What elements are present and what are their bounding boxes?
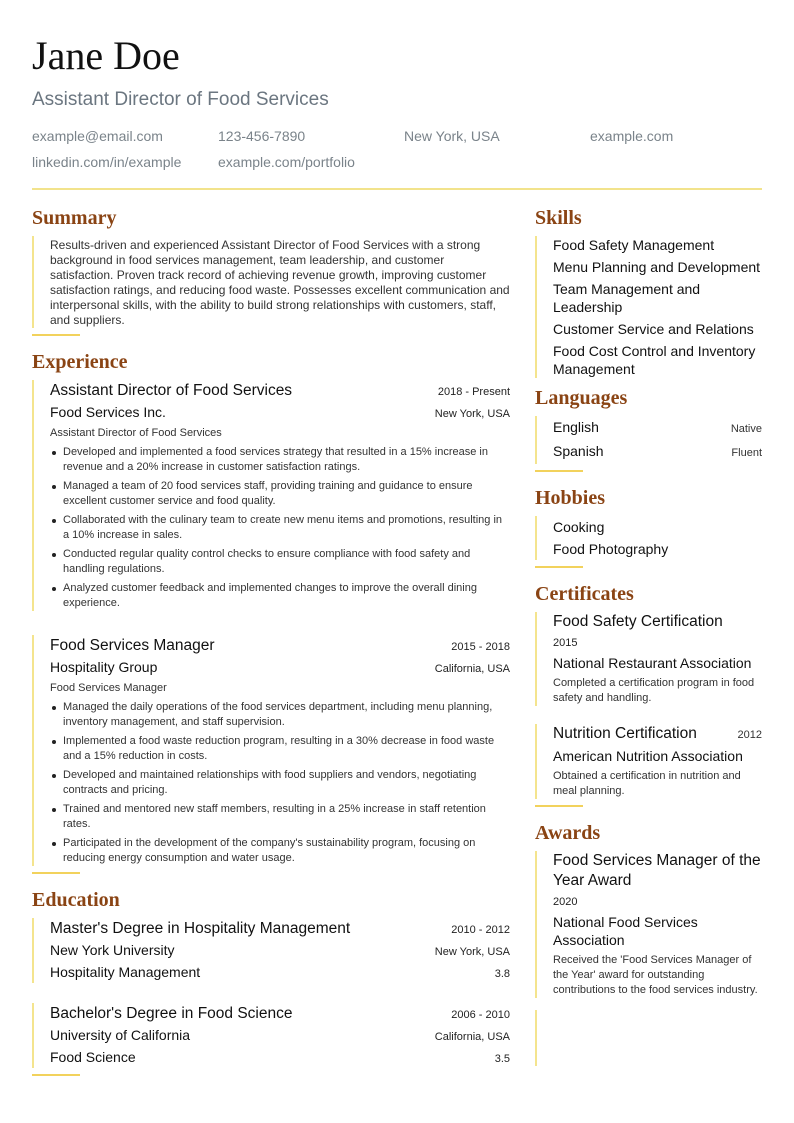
bullet-item: Collaborated with the culinary team to create new menu items and promotions, resulting in a 10% increase in sales. <box>50 513 510 543</box>
header-divider <box>32 188 762 190</box>
language-level: Fluent <box>731 447 762 459</box>
job-company: Hospitality Group <box>50 659 158 675</box>
language-name: Spanish <box>553 443 604 459</box>
section-divider <box>535 470 583 472</box>
section-divider <box>32 1074 80 1076</box>
certificates-section <box>535 582 762 807</box>
right-column <box>535 206 762 1066</box>
degree-name: Master's Degree in Hospitality Management <box>50 920 351 937</box>
section-divider <box>32 334 80 336</box>
contact-linkedin[interactable]: linkedin.com/in/example <box>32 154 182 170</box>
candidate-title: Assistant Director of Food Services <box>32 89 329 110</box>
contact-email[interactable]: example@email.com <box>32 128 163 144</box>
candidate-name: Jane Doe <box>32 33 180 78</box>
contact-info <box>32 127 776 171</box>
education-section <box>32 888 510 1076</box>
bullet-item: Developed and maintained relationships with food suppliers and vendors, negotiating contracts and pricing. <box>50 768 510 798</box>
experience-entry <box>32 635 510 866</box>
award-entry <box>535 851 762 998</box>
awards-heading: Awards <box>535 822 601 844</box>
education-heading: Education <box>32 889 120 911</box>
contact-website[interactable]: example.com <box>590 128 674 144</box>
summary-section <box>32 206 510 336</box>
degree-dates: 2010 - 2012 <box>451 924 510 936</box>
hobbies-block <box>535 516 762 560</box>
certificate-year: 2015 <box>553 637 578 649</box>
contact-location: New York, USA <box>404 128 500 144</box>
award-issuer: National Food Services Association <box>553 914 698 948</box>
job-bullets <box>50 700 510 866</box>
awards-section <box>535 821 762 1066</box>
summary-block <box>32 236 510 328</box>
bullet-item: Trained and mentored new staff members, resulting in a 25% increase in staff retention rates. <box>50 802 510 832</box>
degree-field: Food Science <box>50 1049 136 1065</box>
hobby-item: Cooking <box>553 519 605 535</box>
languages-section <box>535 386 762 472</box>
left-column <box>32 206 510 1090</box>
languages-heading: Languages <box>535 387 628 409</box>
contact-portfolio[interactable]: example.com/portfolio <box>218 154 355 170</box>
skills-heading: Skills <box>535 207 582 229</box>
award-name: Food Services Manager of the Year Award <box>553 852 761 889</box>
degree-dates: 2006 - 2010 <box>451 1009 510 1021</box>
language-item <box>553 416 762 440</box>
job-company: Food Services Inc. <box>50 404 166 420</box>
certificate-name: Nutrition Certification <box>553 725 697 742</box>
skill-item: Team Management and Leadership <box>553 281 701 315</box>
education-entry <box>32 918 510 983</box>
certificate-description: Completed a certification program in food safety and handling. <box>553 677 755 704</box>
job-role: Food Services Manager <box>50 682 167 694</box>
degree-gpa: 3.5 <box>494 1053 510 1065</box>
certificate-year: 2012 <box>737 729 762 741</box>
language-item <box>553 440 762 464</box>
skill-item: Food Safety Management <box>553 237 715 253</box>
section-divider <box>535 805 583 807</box>
skills-section <box>535 206 762 378</box>
school-location: New York, USA <box>434 946 510 958</box>
degree-name: Bachelor's Degree in Food Science <box>50 1005 293 1022</box>
bullet-item: Managed a team of 20 food services staff, providing training and guidance to ensure excellent customer service and food quality. <box>50 479 510 509</box>
job-title: Food Services Manager <box>50 637 215 654</box>
school-location: California, USA <box>434 1031 510 1043</box>
bullet-item: Managed the daily operations of the food services department, including menu planning, inventory management, and staff supervision. <box>50 700 510 730</box>
job-bullets <box>50 445 510 611</box>
school-name: New York University <box>50 942 175 958</box>
degree-gpa: 3.8 <box>494 968 510 980</box>
section-divider <box>32 872 80 874</box>
hobbies-section <box>535 486 762 568</box>
summary-text: Results-driven and experienced Assistant Director of Food Services with a strong background in food services management, team leadership, and customer satisfaction. Proven track record of achieving revenue growth, improving customer satisfaction ratings, and reducing food waste. Possesses excellent communication and interpersonal skills, with the ability to build strong relationships with customers, staff, and suppliers. <box>50 238 510 327</box>
experience-section <box>32 350 510 874</box>
certificate-entry <box>535 612 762 706</box>
bullet-item: Conducted regular quality control checks to ensure compliance with food safety and handling regulations. <box>50 547 510 577</box>
summary-heading: Summary <box>32 207 117 229</box>
certificates-heading: Certificates <box>535 583 634 605</box>
award-year: 2020 <box>553 896 578 908</box>
certificate-description: Obtained a certification in nutrition and meal planning. <box>553 770 741 797</box>
experience-entry <box>32 380 510 611</box>
bullet-item: Developed and implemented a food services strategy that resulted in a 15% increase in revenue and a 20% increase in customer satisfaction ratings. <box>50 445 510 475</box>
languages-block <box>535 416 762 464</box>
job-title: Assistant Director of Food Services <box>50 382 293 399</box>
language-level: Native <box>730 423 762 435</box>
language-name: English <box>553 419 599 435</box>
experience-heading: Experience <box>32 351 128 373</box>
empty-accent-line <box>535 1010 762 1066</box>
award-description: Received the 'Food Services Manager of the Year' award for outstanding contributions to the food services industry. <box>553 954 758 996</box>
skill-item: Food Cost Control and Inventory Management <box>553 343 756 377</box>
job-dates: 2018 - Present <box>437 386 510 398</box>
bullet-item: Analyzed customer feedback and implemented changes to improve the overall dining experience. <box>50 581 510 611</box>
job-dates: 2015 - 2018 <box>451 641 510 653</box>
job-location: California, USA <box>434 663 510 675</box>
certificate-issuer: American Nutrition Association <box>553 748 743 764</box>
section-divider <box>535 566 583 568</box>
hobbies-heading: Hobbies <box>535 487 606 509</box>
education-entry <box>32 1003 510 1068</box>
job-role: Assistant Director of Food Services <box>50 427 222 439</box>
certificate-issuer: National Restaurant Association <box>553 655 752 671</box>
job-location: New York, USA <box>434 408 510 420</box>
skills-block <box>535 236 762 378</box>
certificate-name: Food Safety Certification <box>553 613 723 630</box>
school-name: University of California <box>50 1027 191 1043</box>
certificate-entry <box>535 724 762 799</box>
hobby-item: Food Photography <box>553 541 669 557</box>
bullet-item: Participated in the development of the company's sustainability program, focusing on reducing energy consumption and water usage. <box>50 836 510 866</box>
bullet-item: Implemented a food waste reduction program, resulting in a 30% decrease in food waste and a 15% reduction in costs. <box>50 734 510 764</box>
skill-item: Customer Service and Relations <box>553 321 754 337</box>
contact-phone[interactable]: 123-456-7890 <box>218 128 306 144</box>
degree-field: Hospitality Management <box>50 964 201 980</box>
skill-item: Menu Planning and Development <box>553 259 761 275</box>
